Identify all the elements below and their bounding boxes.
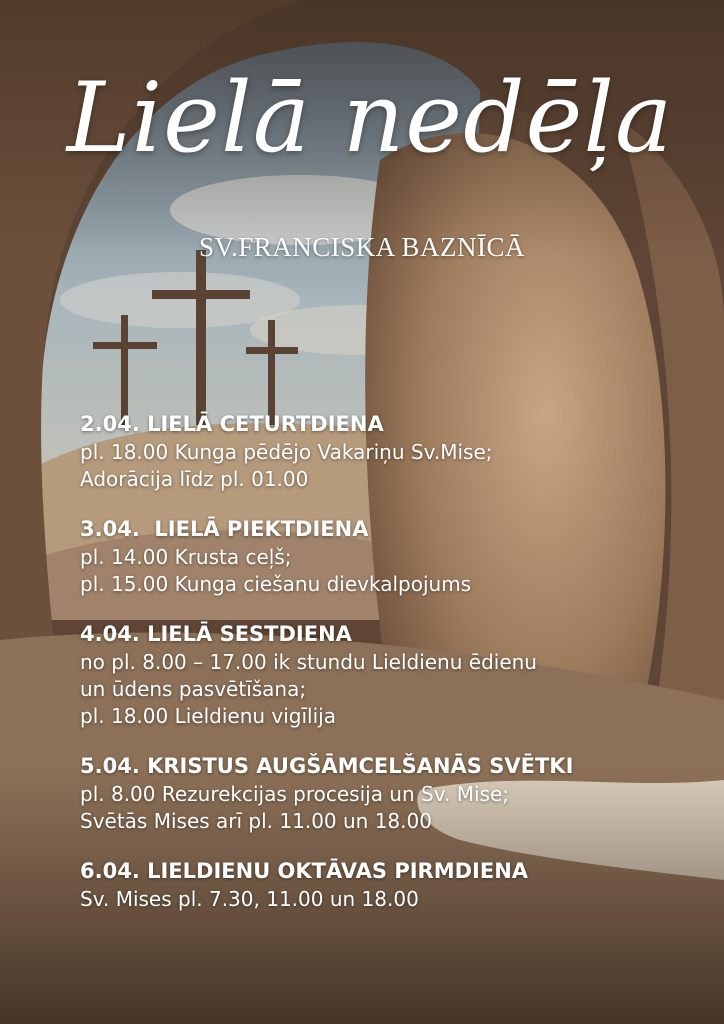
title-container bbox=[0, 62, 724, 174]
event-line: un ūdens pasvētīšana; bbox=[80, 677, 307, 701]
page-title: Lielā nedēļa bbox=[66, 62, 674, 174]
event-line: pl. 18.00 Lieldienu vigīlija bbox=[80, 704, 336, 728]
event-easter-monday bbox=[80, 857, 700, 913]
event-heading: 6.04. LIELDIENU OKTĀVAS PIRMDIENA bbox=[80, 859, 529, 883]
event-line: pl. 15.00 Kunga ciešanu dievkalpojums bbox=[80, 572, 472, 596]
event-friday bbox=[80, 515, 700, 598]
event-line: pl. 14.00 Krusta ceļš; bbox=[80, 545, 292, 569]
event-line: Adorācija līdz pl. 01.00 bbox=[80, 467, 309, 491]
event-heading: 2.04. LIELĀ CETURTDIENA bbox=[80, 412, 384, 436]
schedule-list bbox=[80, 410, 700, 935]
event-thursday bbox=[80, 410, 700, 493]
church-name: SV.FRANCISKA BAZNĪCĀ bbox=[198, 232, 526, 262]
event-line: pl. 8.00 Rezurekcijas procesija un Sv. Mise; bbox=[80, 782, 509, 806]
event-heading: 4.04. LIELĀ SESTDIENA bbox=[80, 622, 352, 646]
event-easter-sunday bbox=[80, 752, 700, 835]
event-saturday bbox=[80, 620, 700, 730]
event-heading: 3.04. LIELĀ PIEKTDIENA bbox=[80, 517, 369, 541]
event-line: no pl. 8.00 – 17.00 ik stundu Lieldienu ēdienu bbox=[80, 650, 537, 674]
event-line: pl. 18.00 Kunga pēdējo Vakariņu Sv.Mise; bbox=[80, 440, 493, 464]
event-line: Svētās Mises arī pl. 11.00 un 18.00 bbox=[80, 809, 432, 833]
event-line: Sv. Mises pl. 7.30, 11.00 un 18.00 bbox=[80, 887, 419, 911]
event-heading: 5.04. KRISTUS AUGŠĀMCELŠANĀS SVĒTKI bbox=[80, 754, 574, 778]
